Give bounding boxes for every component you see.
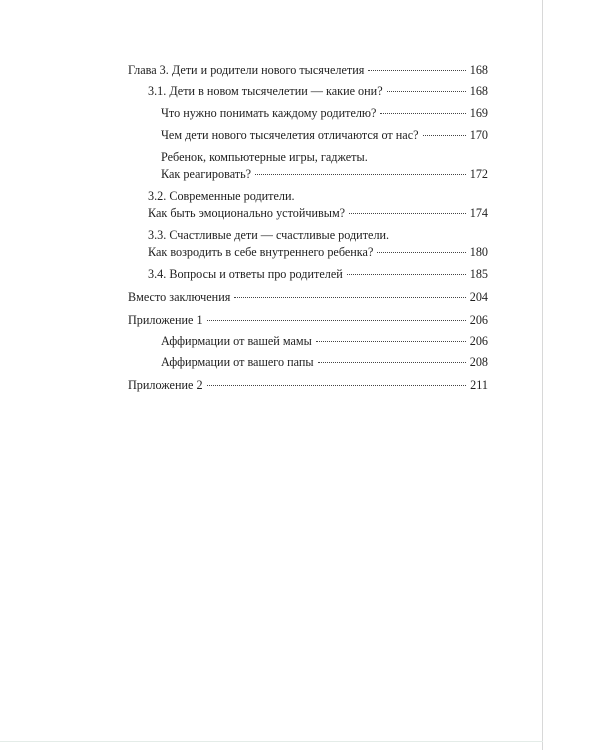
toc-entry-appendix-1[interactable] bbox=[128, 312, 488, 329]
toc-entry-title: Аффирмации от вашего папы bbox=[161, 355, 314, 369]
toc-entry-title: Вместо заключения bbox=[128, 290, 231, 304]
toc-entry-title-line: Как реагировать? bbox=[161, 167, 252, 181]
dot-leader bbox=[349, 213, 466, 214]
dot-leader bbox=[387, 91, 466, 92]
page-edge-line bbox=[542, 0, 543, 750]
toc-entry-title: Что нужно понимать каждому родителю? bbox=[161, 106, 377, 120]
dot-leader bbox=[234, 297, 465, 298]
table-of-contents bbox=[128, 62, 488, 394]
toc-entry-title-line: Как быть эмоционально устойчивым? bbox=[148, 206, 346, 220]
dot-leader bbox=[380, 113, 465, 114]
toc-page-number: 174 bbox=[469, 206, 488, 220]
toc-page-number: 185 bbox=[469, 267, 488, 281]
toc-entry-title-line: Как возродить в себе внутреннего ребенка? bbox=[148, 245, 374, 259]
toc-entry-title: Чем дети нового тысячелетия отличаются от нас? bbox=[161, 128, 419, 142]
toc-entry-3-1-a[interactable] bbox=[128, 105, 488, 122]
toc-page-number: 169 bbox=[469, 106, 488, 120]
toc-entry-title: Аффирмации от вашей мамы bbox=[161, 334, 312, 348]
toc-entry-title: 3.4. Вопросы и ответы про родителей bbox=[148, 267, 343, 281]
toc-entry-3-4[interactable] bbox=[128, 266, 488, 283]
toc-page-number: 168 bbox=[469, 84, 488, 98]
toc-page-number: 172 bbox=[469, 167, 488, 181]
toc-entry-3-1-b[interactable] bbox=[128, 127, 488, 144]
toc-entry-title-line: Ребенок, компьютерные игры, гаджеты. bbox=[161, 150, 368, 164]
dot-leader bbox=[316, 341, 466, 342]
toc-entry-title: Приложение 1 bbox=[128, 313, 203, 327]
toc-entry-title-line: 3.3. Счастливые дети — счастливые родители. bbox=[148, 228, 390, 242]
toc-page-number: 206 bbox=[469, 334, 488, 348]
toc-page-number: 204 bbox=[469, 290, 488, 304]
page-bottom-line bbox=[0, 741, 543, 742]
toc-entry-chapter-3[interactable] bbox=[128, 62, 488, 79]
toc-page-number: 180 bbox=[469, 245, 488, 259]
toc-entry-appendix-2[interactable] bbox=[128, 377, 488, 394]
toc-entry-appendix-1-b[interactable] bbox=[128, 354, 488, 371]
toc-entry-3-2[interactable] bbox=[128, 188, 488, 222]
toc-entry-3-3[interactable] bbox=[128, 227, 488, 261]
toc-entry-appendix-1-a[interactable] bbox=[128, 333, 488, 350]
dot-leader bbox=[423, 135, 466, 136]
toc-page-number: 208 bbox=[469, 355, 488, 369]
toc-entry-title: Приложение 2 bbox=[128, 378, 203, 392]
dot-leader bbox=[207, 320, 466, 321]
dot-leader bbox=[207, 385, 467, 386]
dot-leader bbox=[368, 70, 465, 71]
dot-leader bbox=[255, 174, 466, 175]
toc-entry-title: Глава 3. Дети и родители нового тысячелетия bbox=[128, 63, 365, 77]
dot-leader bbox=[318, 362, 466, 363]
toc-entry-title: 3.1. Дети в новом тысячелетии — какие они? bbox=[148, 84, 383, 98]
toc-entry-conclusion[interactable] bbox=[128, 289, 488, 306]
toc-entry-3-1[interactable] bbox=[128, 83, 488, 100]
toc-page-number: 168 bbox=[469, 63, 488, 77]
toc-page-number: 170 bbox=[469, 128, 488, 142]
dot-leader bbox=[377, 252, 465, 253]
toc-entry-title-line: 3.2. Современные родители. bbox=[148, 189, 295, 203]
dot-leader bbox=[347, 274, 466, 275]
toc-page-number: 211 bbox=[470, 378, 488, 392]
toc-page-number: 206 bbox=[469, 313, 488, 327]
toc-entry-3-1-c[interactable] bbox=[128, 149, 488, 183]
